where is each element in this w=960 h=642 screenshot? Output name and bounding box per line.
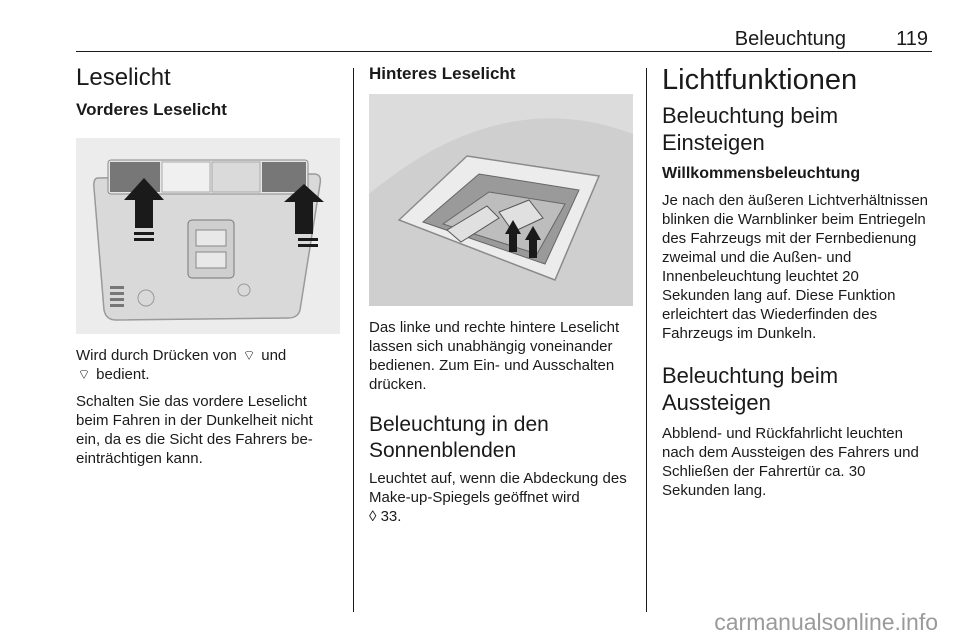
header-section-title: Beleuchtung bbox=[734, 28, 846, 50]
paragraph-front-light-warning: Schalten Sie das vordere Leselicht beim Fahren in der Dunkelheit nicht ein, da es die Sicht des Fahrers beeinträchtigen kann. bbox=[76, 392, 313, 467]
section-title-leselicht: Leselicht bbox=[76, 64, 171, 91]
page-reference-icon: ◊ bbox=[369, 507, 377, 525]
page-reference-link[interactable]: 33. bbox=[380, 507, 402, 525]
subheading-welcome-lighting: Willkommensbeleuchtung bbox=[662, 165, 861, 183]
heading-sunvisor-lighting: Beleuchtung in den Sonnenblenden bbox=[369, 413, 549, 462]
column-2 bbox=[369, 64, 633, 534]
heading-entry-lighting: Beleuchtung beim Einsteigen bbox=[662, 103, 839, 155]
page-number: 119 bbox=[896, 28, 928, 50]
subtitle-vorderes-leselicht: Vorderes Leselicht bbox=[76, 99, 227, 119]
column-divider-right bbox=[646, 68, 647, 612]
paragraph-front-light-operation: Wird durch Drücken von ⌔ und ⌔ bedient. bbox=[76, 346, 287, 383]
paragraph-welcome-lighting: Je nach den äußeren Lichtverhältnissen blinken die Warnblinker beim Entriegeln des Fahrzeugs mit der Fernbedienung zweimal und die Außen- und Innenbeleuchtung leuchtet 20 Sekunden lang auf. Diese Funktion erleichtert das Wiederfinden des Fahrzeugs im Dunkeln. bbox=[662, 192, 929, 343]
section-title-lichtfunktionen: Lichtfunktionen bbox=[662, 64, 858, 96]
heading-exit-lighting: Beleuchtung beim Aussteigen bbox=[662, 363, 839, 415]
reading-lamp-icon: ⌔ bbox=[77, 365, 91, 382]
paragraph-exit-lighting: Abblend- und Rückfahrlicht leuchten nach dem Aussteigen des Fahrers und Schließen der Fahrertür ca. 30 Sekunden lang. bbox=[662, 425, 919, 500]
paragraph-rear-light: Das linke und rechte hintere Leselicht lassen sich unabhängig voneinander bedienen. Zum Ein- und Ausschalten drücken. bbox=[369, 319, 620, 394]
watermark: carmanualsonline.info bbox=[714, 609, 938, 635]
header-rule bbox=[76, 51, 932, 53]
column-divider-left bbox=[353, 68, 354, 612]
column-3 bbox=[662, 64, 928, 508]
reading-lamp-icon: ⌔ bbox=[242, 346, 256, 363]
page-header bbox=[76, 26, 932, 52]
column-1 bbox=[76, 64, 340, 476]
subtitle-hinteres-leselicht: Hinteres Leselicht bbox=[369, 64, 516, 83]
figure-front-reading-light bbox=[76, 138, 340, 334]
paragraph-sunvisor-lighting: Leuchtet auf, wenn die Abdeckung des Make-up-Spiegels geöffnet wird ◊ 33. bbox=[369, 469, 627, 525]
figure-rear-reading-light bbox=[369, 94, 633, 306]
